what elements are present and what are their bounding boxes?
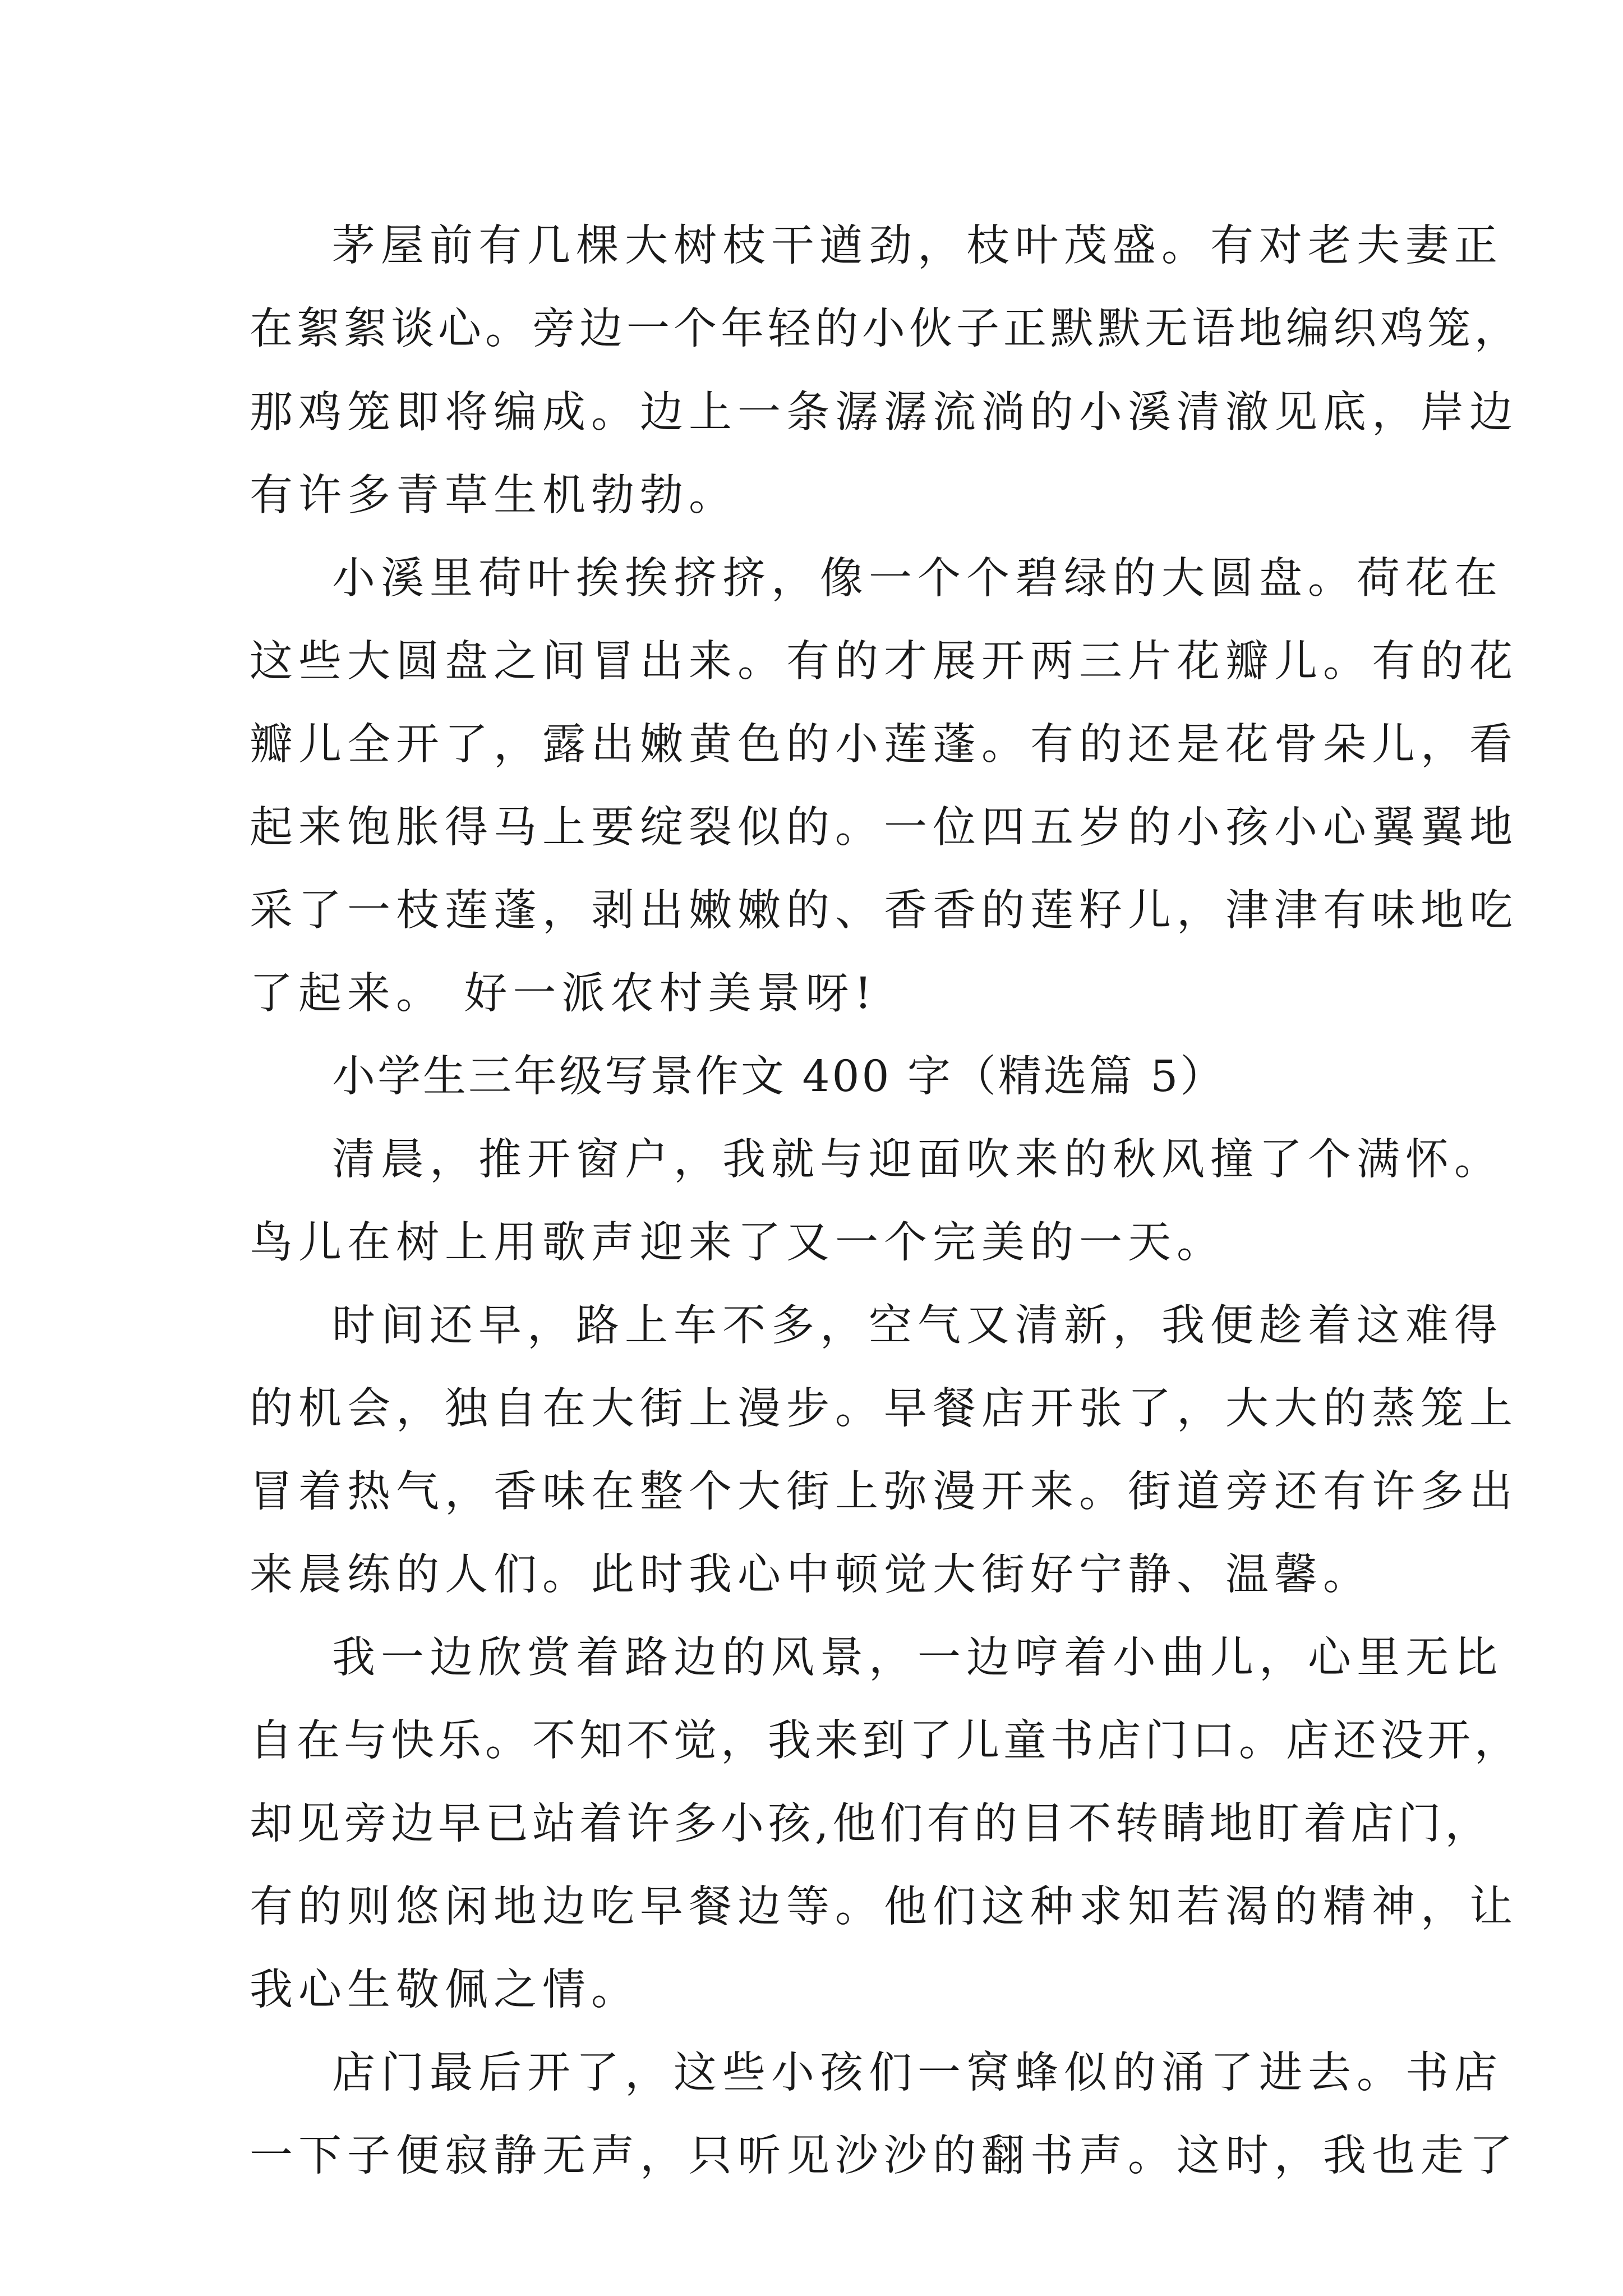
text-line: 来晨练的人们。此时我心中顿觉大街好宁静、温馨。: [250, 1550, 1372, 1600]
text-line: 自在与快乐。不知不觉，我来到了儿童书店门口。店还没开，: [250, 1716, 1521, 1766]
text-line: 瓣儿全开了，露出嫩黄色的小莲蓬。有的还是花骨朵儿，看: [250, 720, 1518, 770]
text-line: 这些大圆盘之间冒出来。有的才展开两三片花瓣儿。有的花: [250, 637, 1518, 687]
section-title: 小学生三年级写景作文 400 字（精选篇 5）: [332, 1052, 1226, 1102]
text-line: 采了一枝莲蓬，剥出嫩嫩的、香香的莲籽儿，津津有味地吃: [250, 886, 1518, 936]
text-line: 我心生敬佩之情。: [250, 1965, 640, 2015]
text-line: 店门最后开了，这些小孩们一窝蜂似的涌了进去。书店: [332, 2048, 1503, 2098]
text-line: 起来饱胀得马上要绽裂似的。一位四五岁的小孩小心翼翼地: [250, 803, 1518, 853]
text-line: 冒着热气，香味在整个大街上弥漫开来。街道旁还有许多出: [250, 1467, 1518, 1517]
text-line: 时间还早，路上车不多，空气又清新，我便趁着这难得: [332, 1301, 1503, 1351]
text-line: 在絮絮谈心。旁边一个年轻的小伙子正默默无语地编织鸡笼，: [250, 304, 1521, 354]
text-line: 了起来。 好一派农村美景呀!: [250, 969, 878, 1019]
text-line: 有的则悠闲地边吃早餐边等。他们这种求知若渴的精神，让: [250, 1882, 1518, 1932]
text-line: 有许多青草生机勃勃。: [250, 471, 737, 521]
text-line: 那鸡笼即将编成。边上一条潺潺流淌的小溪清澈见底，岸边: [250, 388, 1518, 438]
text-line: 清晨，推开窗户，我就与迎面吹来的秋风撞了个满怀。: [332, 1135, 1503, 1185]
text-line: 我一边欣赏着路边的风景，一边哼着小曲儿，心里无比: [332, 1633, 1503, 1683]
text-line: 鸟儿在树上用歌声迎来了又一个完美的一天。: [250, 1218, 1225, 1268]
text-line: 却见旁边早已站着许多小孩,他们有的目不转睛地盯着店门，: [250, 1799, 1492, 1849]
text-line: 小溪里荷叶挨挨挤挤，像一个个碧绿的大圆盘。荷花在: [332, 554, 1503, 604]
text-line: 茅屋前有几棵大树枝干遒劲，枝叶茂盛。有对老夫妻正: [332, 221, 1503, 271]
text-line: 一下子便寂静无声，只听见沙沙的翻书声。这时，我也走了: [250, 2131, 1518, 2181]
text-line: 的机会，独自在大街上漫步。早餐店开张了，大大的蒸笼上: [250, 1384, 1518, 1434]
